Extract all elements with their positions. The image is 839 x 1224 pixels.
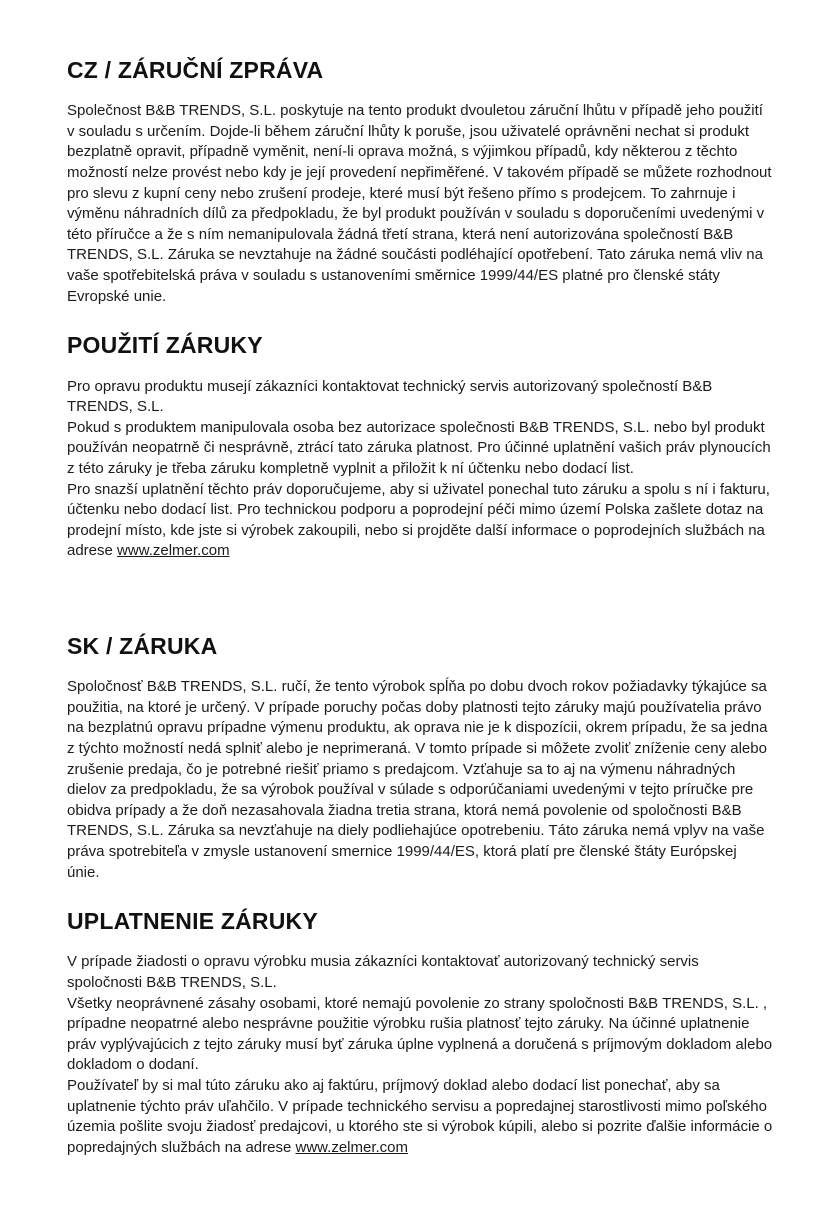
heading-cz-zarucni-zprava: CZ / ZÁRUČNÍ ZPRÁVA: [67, 57, 324, 83]
section-sk-zaruka: [67, 634, 773, 883]
paragraph-sk-usage-1: V prípade žiadosti o opravu výrobku musia zákazníci kontaktovať autorizovaný technický servis spoločnosti B&B TRENDS, S.L.: [67, 953, 699, 991]
paragraph-cz-usage-3-text: Pro snazší uplatnění těchto práv doporučujeme, aby si uživatel ponechal tuto záruku a spolu s ní i fakturu, účtenku nebo dodací list. Pro technickou podporu a poprodejní péči mimo území Polska zašlete dotaz na prodejní místo, kde jste si výrobek zakoupili, nebo si projděte další informace o poprodejních službách na adrese: [67, 480, 770, 560]
paragraph-cz-usage-3: [67, 480, 773, 562]
paragraph-sk-usage-2: Všetky neoprávnené zásahy osobami, ktoré nemajú povolenie zo strany spoločnosti B&B TRENDS, S.L. , prípadne neopatrné alebo nesprávne použitie výrobku rušia platnosť tejto záruky. Na účinné uplatnenie práv vyplývajúcich z tejto záruky musí byť záruka úplne vyplnená a doručená s príjmovým dokladom alebo dokladom o dodaní.: [67, 994, 773, 1074]
section-cz-zarucni-zprava: [67, 58, 773, 307]
heading-pouziti-zaruky: POUŽITÍ ZÁRUKY: [67, 332, 263, 359]
paragraph-sk-warranty-body: Spoločnosť B&B TRENDS, S.L. ručí, že tento výrobok spĺňa po dobu dvoch rokov požiadavky týkajúce sa použitia, na ktoré je určený. V prípade poruchy počas doby platnosti tejto záruky majú používatelia právo na bezplatnú opravu prípadne výmenu produktu, ak oprava nie je k dispozícii, okrem prípadu, že sa jedna z týchto možností nedá splniť alebo je neprimeraná. V tomto prípade si môžete zvoliť zníženie ceny alebo zrušenie predaja, čo je potrebné riešiť priamo s predajcom. Vzťahuje sa to aj na výmenu náhradných dielov za predpokladu, že sa výrobok používal v súlade s odporúčaniami uvedenými v tejto príručke pre obidva prípady a že doň nezasahovala žiadna tretia strana, ktorá nemá povolenie od spoločnosti B&B TRENDS, S.L. Záruka sa nevzťahuje na diely podliehajúce opotrebeniu. Táto záruka nemá vplyv na vaše práva spotrebiteľa v zmysle ustanovení smernice 1999/44/ES, ktorá platí pre členské štáty Európskej únie.: [67, 678, 768, 881]
heading-sk-zaruka: SK / ZÁRUKA: [67, 632, 218, 659]
paragraph-sk-usage-3: [67, 1076, 773, 1158]
paragraph-cz-warranty-body: Společnost B&B TRENDS, S.L. poskytuje na tento produkt dvouletou záruční lhůtu v případě jeho použití v souladu s určením. Dojde-li během záruční lhůty k poruše, jsou uživatelé oprávněni nechat si produkt bezplatně opravit, případně vyměnit, není-li oprava možná, s výjimkou případů, kdy některou z těchto možností nelze provést nebo kdy je její provedení nepřiměřené. V takovém případě se můžete rozhodnout pro slevu z kupní ceny nebo zrušení prodeje, které musí být řešeno přímo s prodejcem. To zahrnuje i výměnu náhradních dílů za předpokladu, že byl produkt používán v souladu s doporučeními uvedenými v této příručce a že s ním nemanipulovala žádná třetí strana, která není autorizována společností B&B TRENDS, S.L. Záruka se nevztahuje na žádné součásti podléhající opotřebení. Tato záruka nemá vliv na vaše spotřebitelská práva v souladu s ustanoveními směrnice 1999/44/ES platné pro členské státy Evropské unie.: [67, 102, 772, 305]
section-uplatnenie-zaruky: [67, 909, 773, 1158]
heading-uplatnenie-zaruky: UPLATNENIE ZÁRUKY: [67, 908, 318, 935]
paragraph-cz-usage-2: Pokud s produktem manipulovala osoba bez autorizace společnosti B&B TRENDS, S.L. nebo byl produkt používán neopatrně či nesprávně, ztrácí tato záruka platnost. Pro účinné uplatnění vašich práv plynoucích z této záruky je třeba záruku kompletně vyplnit a přiložit k ní účtenku nebo dodací list.: [67, 418, 771, 477]
zelmer-link-cz[interactable]: www.zelmer.com: [117, 542, 230, 560]
zelmer-link-sk[interactable]: www.zelmer.com: [295, 1138, 409, 1156]
paragraph-cz-usage-1: Pro opravu produktu musejí zákazníci kontaktovat technický servis autorizovaný společností B&B TRENDS, S.L.: [67, 377, 713, 416]
paragraph-sk-usage-3-text: Používateľ by si mal túto záruku ako aj faktúru, príjmový doklad alebo dodací list ponechať, aby sa uplatnenie týchto práv uľahčilo. V prípade technického servisu a popredajnej starostlivosti mimo poľského územia pošlite svoju žiadosť predajcovi, u ktorého ste si výrobok kúpili, alebo si pozrite ďalšie informácie o popredajných službách na adrese: [67, 1076, 773, 1156]
section-pouziti-zaruky: [67, 333, 773, 562]
